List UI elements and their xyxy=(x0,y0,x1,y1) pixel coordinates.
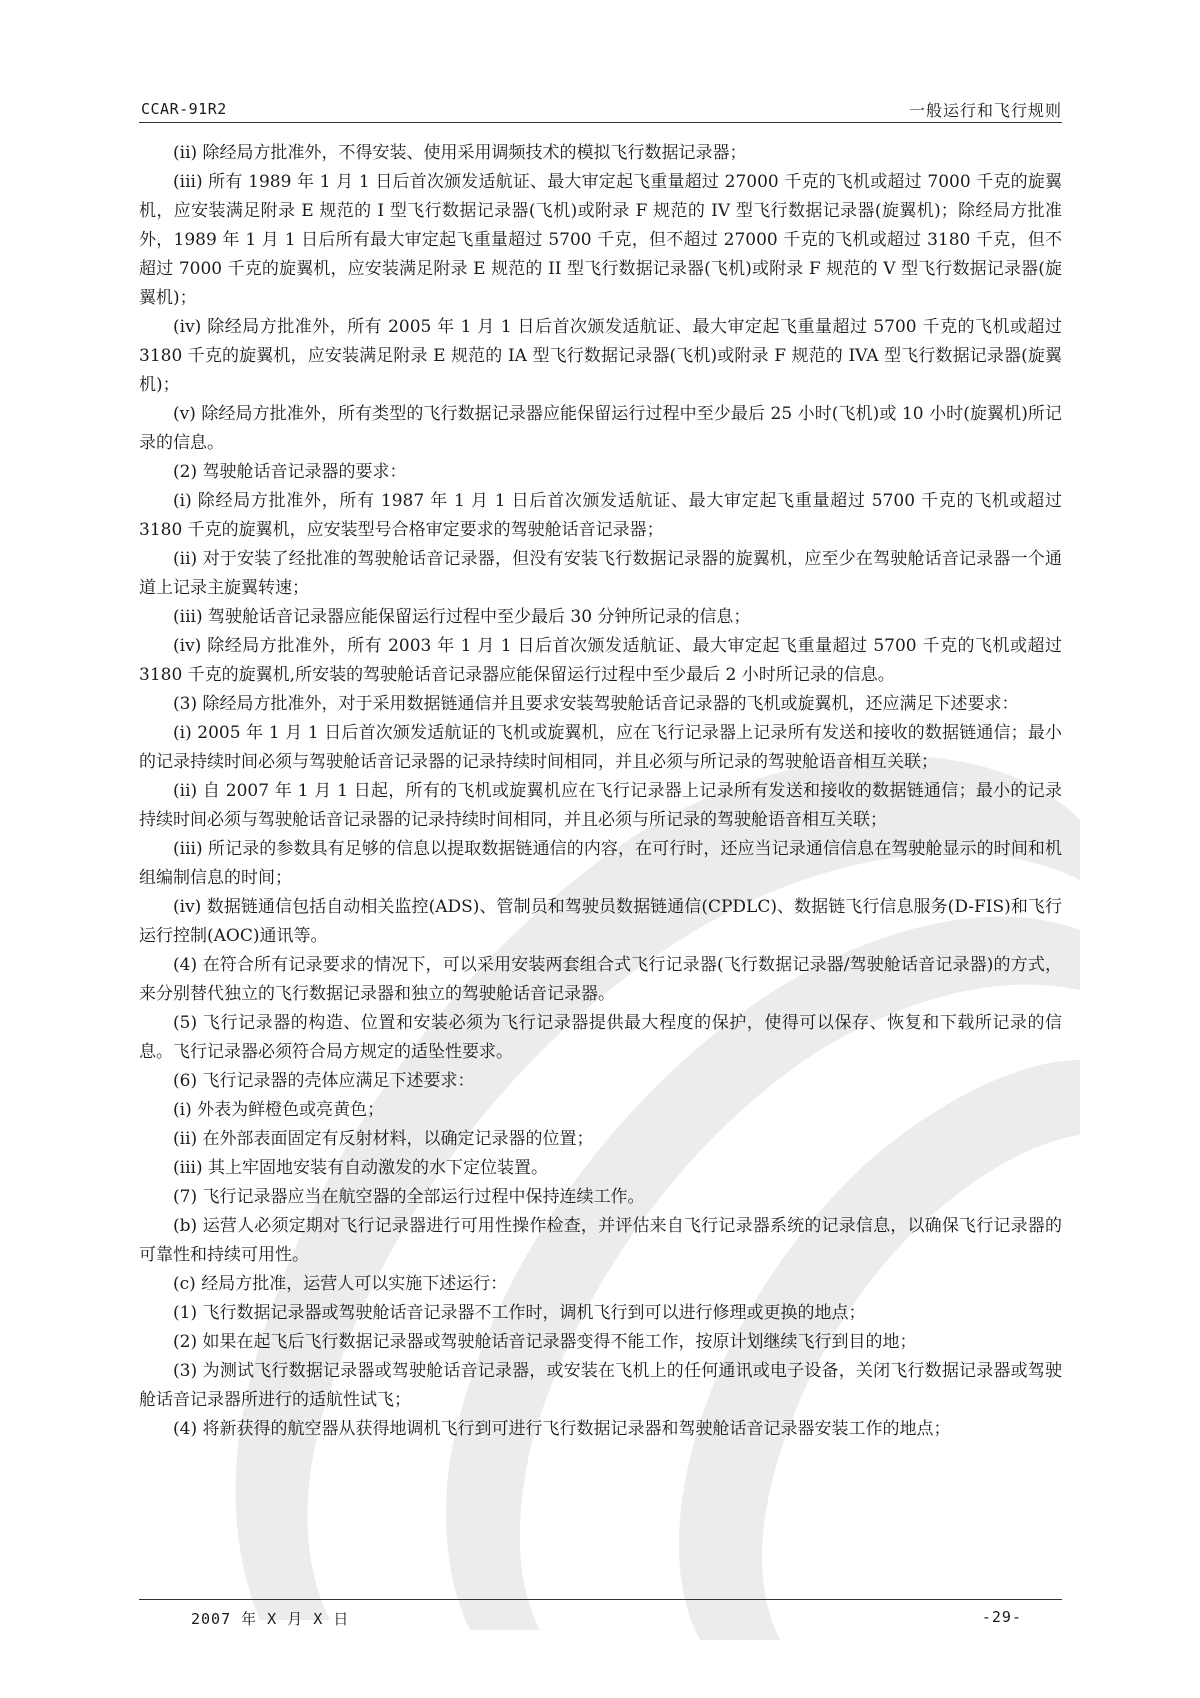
paragraph: (i) 外表为鲜橙色或亮黄色； xyxy=(173,1100,385,1120)
paragraph: (1) 飞行数据记录器或驾驶舱话音记录器不工作时，调机飞行到可以进行修理或更换的地点； xyxy=(173,1303,866,1323)
document-code: CCAR-91R2 xyxy=(141,100,227,118)
paragraph: (i) 2005 年 1 月 1 日后首次颁发适航证的飞机或旋翼机，应在飞行记录器上记录所有发送和接收的数据链通信；最小的记录持续时间必须与驾驶舱话音记录器的记录持续时间相同，并且必须与所记录的驾驶舱语音相互关联； xyxy=(139,723,1062,772)
paragraph: (7) 飞行记录器应当在航空器的全部运行过程中保持连续工作。 xyxy=(173,1187,645,1207)
paragraph: (i) 除经局方批准外，所有 1987 年 1 月 1 日后首次颁发适航证、最大审定起飞重量超过 5700 千克的飞机或超过 3180 千克的旋翼机，应安装型号合格审定要求的驾驶舱话音记录器； xyxy=(139,491,1062,540)
paragraph: (iv) 除经局方批准外，所有 2003 年 1 月 1 日后首次颁发适航证、最大审定起飞重量超过 5700 千克的飞机或超过 3180 千克的旋翼机,所安装的驾驶舱话音记录器应能保留运行过程中至少最后 2 小时所记录的信息。 xyxy=(139,636,1062,685)
paragraph: (3) 为测试飞行数据记录器或驾驶舱话音记录器，或安装在飞机上的任何通讯或电子设备，关闭飞行数据记录器或驾驶舱话音记录器所进行的适航性试飞； xyxy=(139,1361,1062,1410)
paragraph: (iii) 所有 1989 年 1 月 1 日后首次颁发适航证、最大审定起飞重量超过 27000 千克的飞机或超过 7000 千克的旋翼机，应安装满足附录 E 规范的 I 型飞行数据记录器(飞机)或附录 F 规范的 IV 型飞行数据记录器(旋翼机)；除经局方批准外，1989 年 1 月 1 日后所有最大审定起飞重量超过 5700 千克，但不超过 27000 千克的飞机或超过 3180 千克，但不超过 7000 千克的旋翼机，应安装满足附录 E 规范的 II 型飞行数据记录器(飞机)或附录 F 规范的 V 型飞行数据记录器(旋翼机)； xyxy=(139,172,1062,308)
paragraph: (iii) 所记录的参数具有足够的信息以提取数据链通信的内容，在可行时，还应当记录通信信息在驾驶舱显示的时间和机组编制信息的时间； xyxy=(139,839,1062,888)
document-body xyxy=(139,139,1062,1444)
paragraph: (iii) 其上牢固地安装有自动激发的水下定位装置。 xyxy=(173,1158,548,1178)
paragraph: (iv) 除经局方批准外，所有 2005 年 1 月 1 日后首次颁发适航证、最大审定起飞重量超过 5700 千克的飞机或超过 3180 千克的旋翼机，应安装满足附录 E 规范的 IA 型飞行数据记录器(飞机)或附录 F 规范的 IVA 型飞行数据记录器(旋翼机)； xyxy=(139,317,1062,395)
page-footer xyxy=(139,1599,1062,1636)
paragraph: (2) 驾驶舱话音记录器的要求： xyxy=(173,462,407,482)
paragraph: (ii) 自 2007 年 1 月 1 日起，所有的飞机或旋翼机应在飞行记录器上记录所有发送和接收的数据链通信；最小的记录持续时间必须与驾驶舱话音记录器的记录持续时间相同，并且必须与所记录的驾驶舱语音相互关联； xyxy=(139,781,1062,830)
paragraph: (5) 飞行记录器的构造、位置和安装必须为飞行记录器提供最大程度的保护，使得可以保存、恢复和下载所记录的信息。飞行记录器必须符合局方规定的适坠性要求。 xyxy=(139,1013,1062,1062)
paragraph: (v) 除经局方批准外，所有类型的飞行数据记录器应能保留运行过程中至少最后 25 小时(飞机)或 10 小时(旋翼机)所记录的信息。 xyxy=(139,404,1062,453)
paragraph: (ii) 在外部表面固定有反射材料，以确定记录器的位置； xyxy=(173,1129,594,1149)
footer-date: 2007 年 X 月 X 日 xyxy=(191,1610,350,1628)
paragraph: (6) 飞行记录器的壳体应满足下述要求： xyxy=(173,1071,475,1091)
paragraph: (ii) 对于安装了经批准的驾驶舱话音记录器，但没有安装飞行数据记录器的旋翼机，应至少在驾驶舱话音记录器一个通道上记录主旋翼转速； xyxy=(139,549,1062,598)
paragraph: (iv) 数据链通信包括自动相关监控(ADS)、管制员和驾驶员数据链通信(CPDLC)、数据链飞行信息服务(D-FIS)和飞行运行控制(AOC)通讯等。 xyxy=(139,897,1062,946)
paragraph: (4) 将新获得的航空器从获得地调机飞行到可进行飞行数据记录器和驾驶舱话音记录器安装工作的地点； xyxy=(173,1419,951,1439)
paragraph: (2) 如果在起飞后飞行数据记录器或驾驶舱话音记录器变得不能工作，按原计划继续飞行到目的地； xyxy=(173,1332,917,1352)
paragraph: (ii) 除经局方批准外，不得安装、使用采用调频技术的模拟飞行数据记录器； xyxy=(173,143,747,163)
page-header xyxy=(139,96,1062,123)
paragraph: (c) 经局方批准，运营人可以实施下述运行： xyxy=(173,1274,508,1294)
paragraph: (b) 运营人必须定期对飞行记录器进行可用性操作检查，并评估来自飞行记录器系统的记录信息，以确保飞行记录器的可靠性和持续可用性。 xyxy=(139,1216,1062,1265)
page-number: -29- xyxy=(981,1608,1022,1626)
paragraph: (3) 除经局方批准外，对于采用数据链通信并且要求安装驾驶舱话音记录器的飞机或旋翼机，还应满足下述要求： xyxy=(173,694,1019,714)
paragraph: (4) 在符合所有记录要求的情况下，可以采用安装两套组合式飞行记录器(飞行数据记录器/驾驶舱话音记录器)的方式，来分别替代独立的飞行数据记录器和独立的驾驶舱话音记录器。 xyxy=(139,955,1062,1004)
paragraph: (iii) 驾驶舱话音记录器应能保留运行过程中至少最后 30 分钟所记录的信息； xyxy=(173,607,751,627)
section-title: 一般运行和飞行规则 xyxy=(908,101,1062,120)
